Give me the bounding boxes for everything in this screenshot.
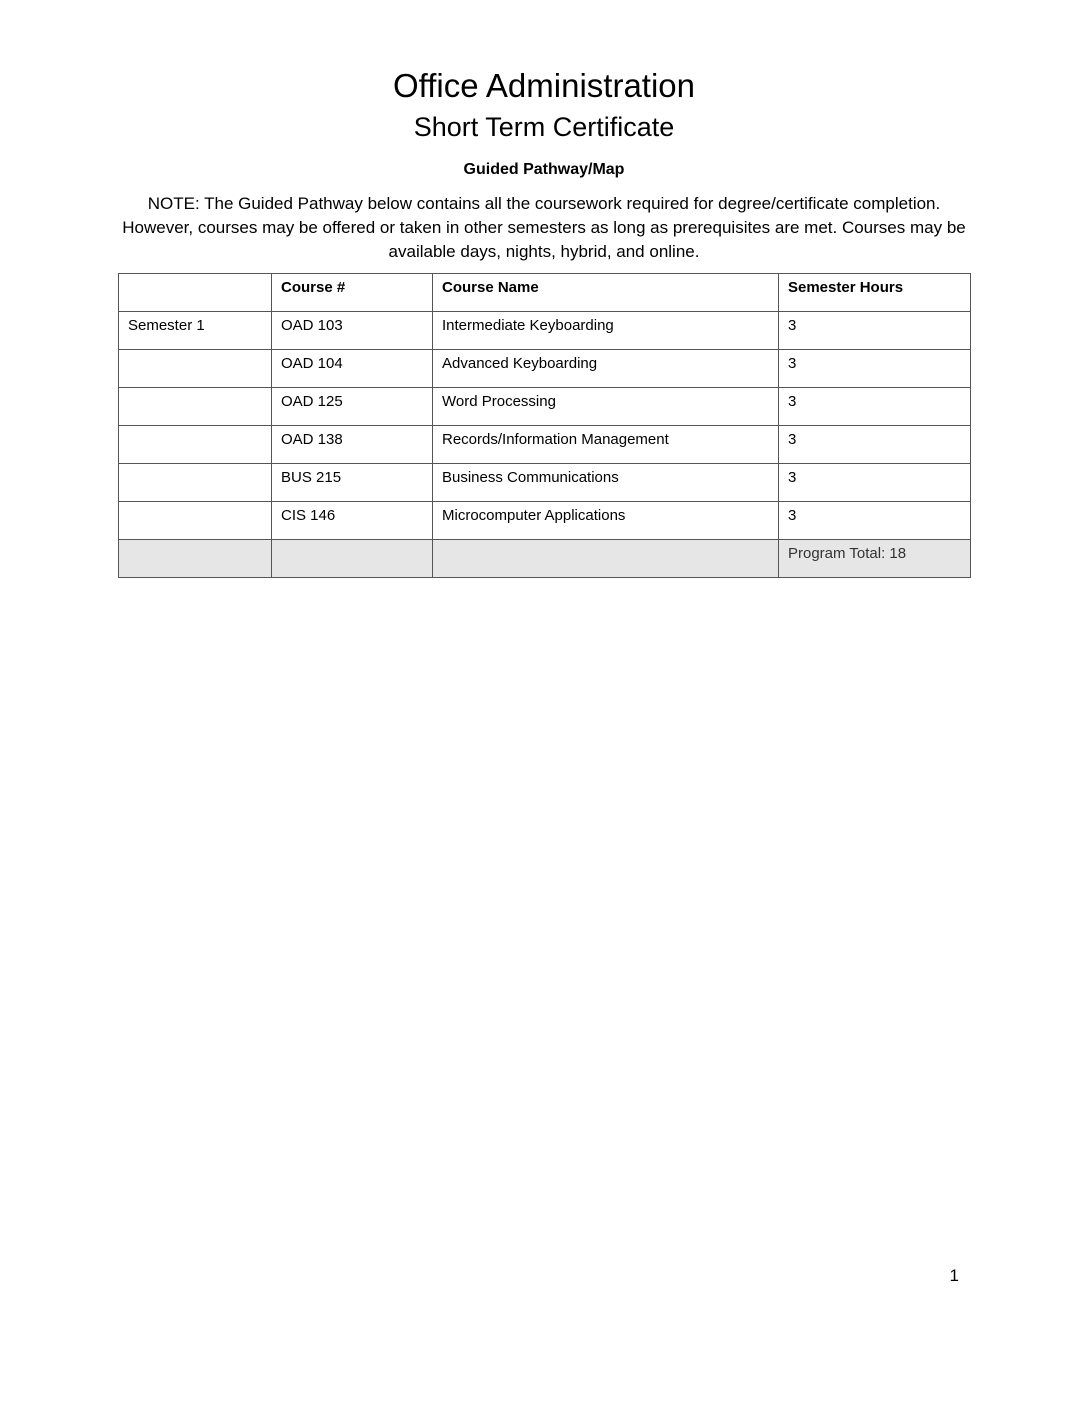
semester-cell [119, 502, 272, 540]
total-empty-cell [119, 540, 272, 578]
hours-cell: 3 [779, 426, 971, 464]
hours-cell: 3 [779, 388, 971, 426]
total-empty-cell [272, 540, 433, 578]
program-total-cell: Program Total: 18 [779, 540, 971, 578]
semester-cell: Semester 1 [119, 312, 272, 350]
page-number: 1 [949, 1266, 959, 1285]
table-row [119, 426, 971, 464]
hours-cell: 3 [779, 350, 971, 388]
header-semester [119, 274, 272, 312]
page-title: Office Administration [392, 67, 696, 104]
course-name-cell: Business Communications [433, 464, 779, 502]
course-name-cell: Microcomputer Applications [433, 502, 779, 540]
header-semester-hours: Semester Hours [779, 274, 971, 312]
course-number-cell: OAD 104 [272, 350, 433, 388]
course-name-cell: Word Processing [433, 388, 779, 426]
course-number-cell: BUS 215 [272, 464, 433, 502]
total-empty-cell [433, 540, 779, 578]
table-row [119, 350, 971, 388]
page-subtitle: Short Term Certificate [413, 112, 675, 142]
header-course-number: Course # [272, 274, 433, 312]
course-name-cell: Advanced Keyboarding [433, 350, 779, 388]
table-row [119, 464, 971, 502]
table-row [119, 502, 971, 540]
course-number-cell: OAD 103 [272, 312, 433, 350]
course-name-cell: Intermediate Keyboarding [433, 312, 779, 350]
section-heading: Guided Pathway/Map [463, 161, 625, 178]
hours-cell: 3 [779, 312, 971, 350]
course-number-cell: CIS 146 [272, 502, 433, 540]
semester-cell [119, 388, 272, 426]
table-header-row [119, 274, 971, 312]
hours-cell: 3 [779, 464, 971, 502]
program-total-row [119, 540, 971, 578]
header-course-name: Course Name [433, 274, 779, 312]
table-row [119, 388, 971, 426]
course-table [118, 273, 971, 578]
semester-cell [119, 350, 272, 388]
hours-cell: 3 [779, 502, 971, 540]
table-row [119, 312, 971, 350]
course-number-cell: OAD 125 [272, 388, 433, 426]
note-paragraph: NOTE: The Guided Pathway below contains all the coursework required for degree/certificate completion. However, courses may be offered or taken in other semesters as long as prerequisites are met. Courses may be available days, nights, hybrid, and online. [122, 194, 966, 261]
course-name-cell: Records/Information Management [433, 426, 779, 464]
semester-cell [119, 426, 272, 464]
semester-cell [119, 464, 272, 502]
course-number-cell: OAD 138 [272, 426, 433, 464]
